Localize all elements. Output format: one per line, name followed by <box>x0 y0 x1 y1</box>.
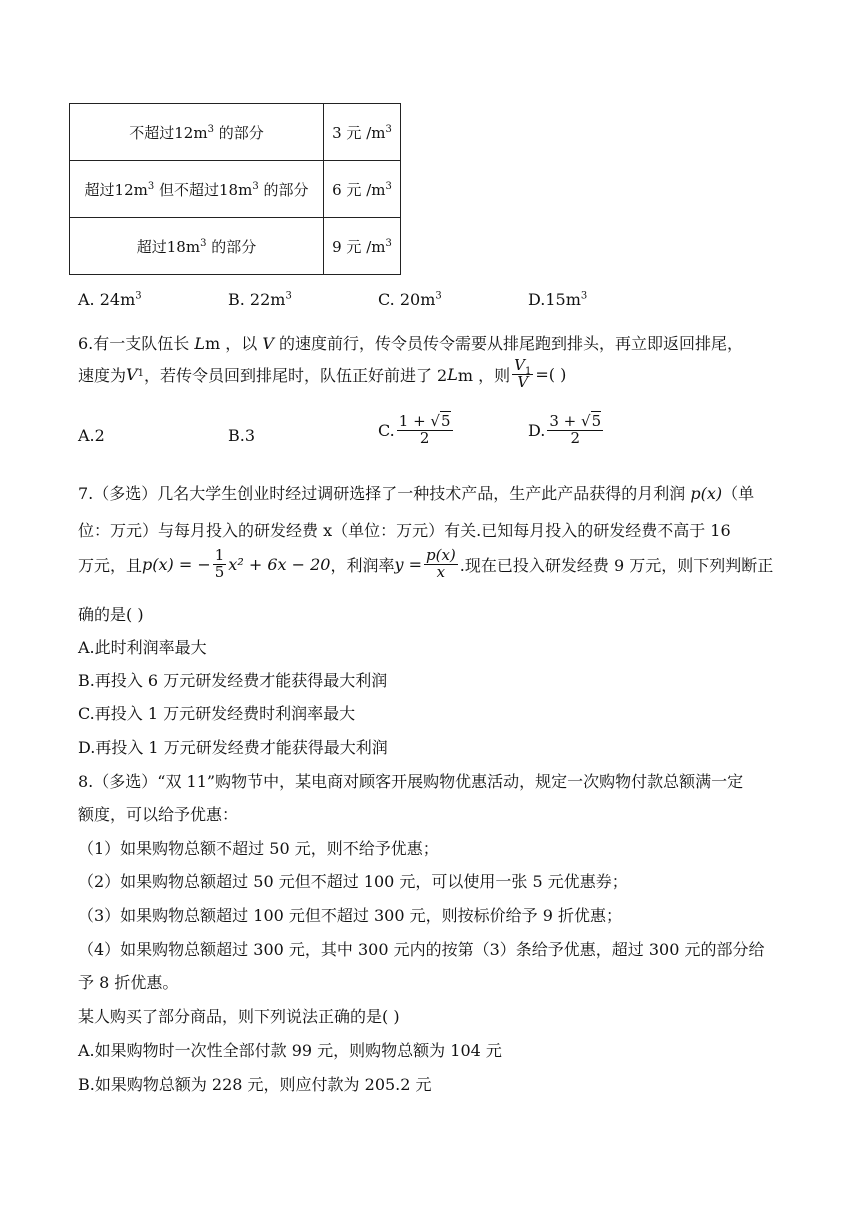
q5-option-b: B. $22m^3$ <box>228 290 292 309</box>
q8-rule-4-cont: 予 8 折优惠。 <box>78 973 179 992</box>
q7-stem-line1: 7.（多选）几名大学生创业时经过调研选择了一种技术产品，生产此产品获得的月利润 p(x)（单 <box>78 484 755 503</box>
q8-rule-4: （4）如果购物总额超过 300 元，其中 300 元内的按第（3）条给予优惠，超过 300 元的部分给 <box>78 940 765 959</box>
q7-stem-line4: 确的是( ) <box>78 605 144 624</box>
q8-option-b: B.如果购物总额为 228 元，则应付款为 205.2 元 <box>78 1075 432 1094</box>
table-cell: 超过$12m^3$ 但不超过$18m^3$ 的部分 <box>70 161 324 218</box>
q5-option-a: A. $24m^3$ <box>78 290 142 309</box>
q5-option-d: $D.15m^3$ <box>528 290 588 309</box>
q8-rule-1: （1）如果购物总额不超过 50 元，则不给予优惠； <box>78 839 439 858</box>
ratio-fraction: $\frac{V_1}{V}$ <box>514 356 532 391</box>
q5-option-c: C. $20m^3$ <box>378 290 442 309</box>
table-cell: 3 元 $/m^3$ <box>324 104 401 161</box>
q7-option-d: D.再投入 1 万元研发经费才能获得最大利润 <box>78 738 388 757</box>
q8-rule-3: （3）如果购物总额超过 100 元但不超过 300 元，则按标价给予 9 折优惠； <box>78 906 622 925</box>
q8-stem-line2: 额度，可以给予优惠： <box>78 805 239 824</box>
q7-stem-line2: 位：万元）与每月投入的研发经费 x（单位：万元）有关.已知每月投入的研发经费不高于 16 <box>78 521 731 540</box>
table-row <box>70 104 401 161</box>
table-cell: 不超过$12m^3$ 的部分 <box>70 104 324 161</box>
q6-option-d: D. $\frac{3 + √5}{2}$ <box>528 412 602 447</box>
q6-stem-line2: 速度为 V 1 ，若传令员回到排尾时，队伍正好前进了 2 L m ，则 $\frac{V_1}{V}$ =( ) <box>78 356 567 391</box>
q8-ask: 某人购买了部分商品，则下列说法正确的是( ) <box>78 1007 400 1026</box>
q7-stem-line3: 万元，且 p(x) = − $\frac{1}{5}$ x² + 6x − 20 ，利润率 y = $\frac{p(x)}{x}$ .现在已投入研发经费 9 万元，则下列判断正 <box>78 546 774 581</box>
q7-option-b: B.再投入 6 万元研发经费才能获得最大利润 <box>78 671 388 690</box>
q7-option-a: A.此时利润率最大 <box>78 638 207 657</box>
q6-option-a: A.2 <box>78 426 105 445</box>
q8-rule-2: （2）如果购物总额超过 50 元但不超过 100 元，可以使用一张 5 元优惠券； <box>78 872 628 891</box>
table-cell: 6 元 $/m^3$ <box>324 161 401 218</box>
table-cell: 超过$18m^3$ 的部分 <box>70 218 324 275</box>
q6-option-c: C. $\frac{1 + √5}{2}$ <box>378 412 451 447</box>
table-row <box>70 218 401 275</box>
q8-stem-line1: 8.（多选）“双 11”购物节中，某电商对顾客开展购物优惠活动，规定一次购物付款总额满一定 <box>78 772 744 791</box>
q6-option-b: B.3 <box>228 426 256 445</box>
water-rate-table <box>69 103 401 275</box>
q6-stem-line1: 6.有一支队伍长 Lm ，以 V 的速度前行，传令员传令需要从排尾跑到排头，再立即返回排尾， <box>78 334 743 353</box>
table-cell: 9 元 $/m^3$ <box>324 218 401 275</box>
q7-option-c: C.再投入 1 万元研发经费时利润率最大 <box>78 704 356 723</box>
q8-option-a: A.如果购物时一次性全部付款 99 元，则购物总额为 104 元 <box>78 1041 502 1060</box>
table-row <box>70 161 401 218</box>
